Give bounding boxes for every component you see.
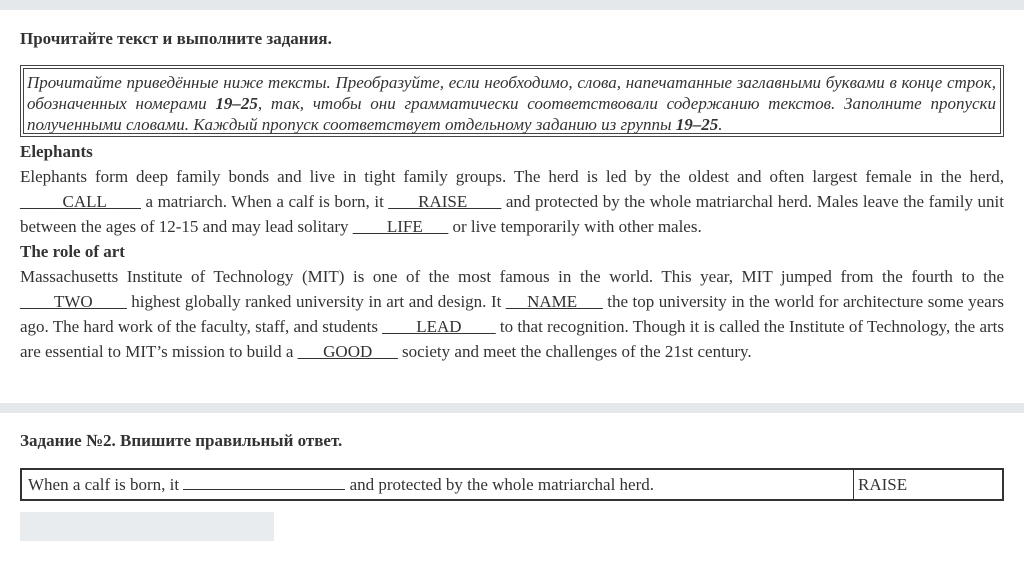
elephants-line1: Elephants form deep family bonds and live in tight family groups. The herd is led by the oldest and often largest female in the herd, [20,167,1004,186]
gap-word: LEAD [416,317,462,336]
task-heading: Прочитайте текст и выполните задания. [20,29,332,48]
instruction-part2: , так, чтобы они грамматически соответствовали содержанию текстов. Заполните пропуски полученными словами. Каждый пропуск соответствует отдельному заданию из группы [27,94,996,134]
question-text-after: and protected by the whole matriarchal herd. [345,475,655,494]
elephants-text1: a matriarch. When a calf is born, it [140,192,389,211]
question-cell [22,470,854,499]
gap-name: __ NAME___ [505,292,603,311]
gap-call: _____CALL____ [20,192,141,211]
question-text-before: When a calf is born, it [28,475,184,494]
top-divider [0,0,1024,10]
paragraph-art [20,264,1004,364]
elephants-text2: and protected by the whole matriarchal herd. Males leave the [501,192,925,211]
art-text5: Technology, the arts are essential to MIT’s mission to build a [20,317,1005,361]
gap-good: ___GOOD___ [297,342,398,361]
elephants-text4: or live temporarily with other males. [448,217,702,236]
paragraph-elephants [20,164,1004,239]
gap-life: ____LIFE___ [352,217,449,236]
instruction-text [23,68,1001,134]
instruction-box [20,65,1004,137]
submit-button[interactable] [20,512,274,541]
art-text3: years ago. The hard work of the faculty, staff, and students [20,292,1005,336]
instruction-range2: 19–25 [675,115,719,134]
gap-two: ____TWO____ [20,292,127,311]
gap-word: TWO [54,292,93,311]
elephants-text3: family unit between the ages of 12-15 and may lead solitary [20,192,1004,236]
answer-cell[interactable]: RAISE [858,475,908,494]
instruction-part3: . [718,115,723,134]
instruction-range1: 19–25 [215,94,258,113]
gap-word: NAME [527,292,578,311]
gap-word: GOOD [323,342,373,361]
art-text6: society and meet the challenges of the 21st century. [397,342,752,361]
gap-raise: ___ RAISE____ [388,192,502,211]
art-line1: Massachusetts Institute of Technology (MIT) is one of the most famous in the world. This year, MIT jumped from the fourth to the [20,267,1004,286]
art-text2: the top university in the world for architecture some [602,292,964,311]
art-text1: highest globally ranked university in art and design. It [126,292,506,311]
instruction-part1: Прочитайте приведённые ниже тексты. Преобразуйте, если необходимо, слова, напечатанные заглавными буквами в конце строк, обозначенных номерами [27,73,996,113]
gap-word: LIFE [386,217,423,236]
answer-blank [183,476,345,490]
text-title-elephants: Elephants [20,142,93,161]
gap-word: RAISE [418,192,468,211]
gap-lead: ____LEAD____ [382,317,496,336]
reading-texts [20,139,1004,364]
art-text4: to that recognition. Though it is called the Institute of [495,317,864,336]
text-title-art: The role of art [20,242,125,261]
task2-heading: Задание №2. Впишите правильный ответ. [20,431,343,450]
section-divider [0,403,1024,413]
gap-word: CALL [62,192,107,211]
answer-table [20,468,1004,501]
